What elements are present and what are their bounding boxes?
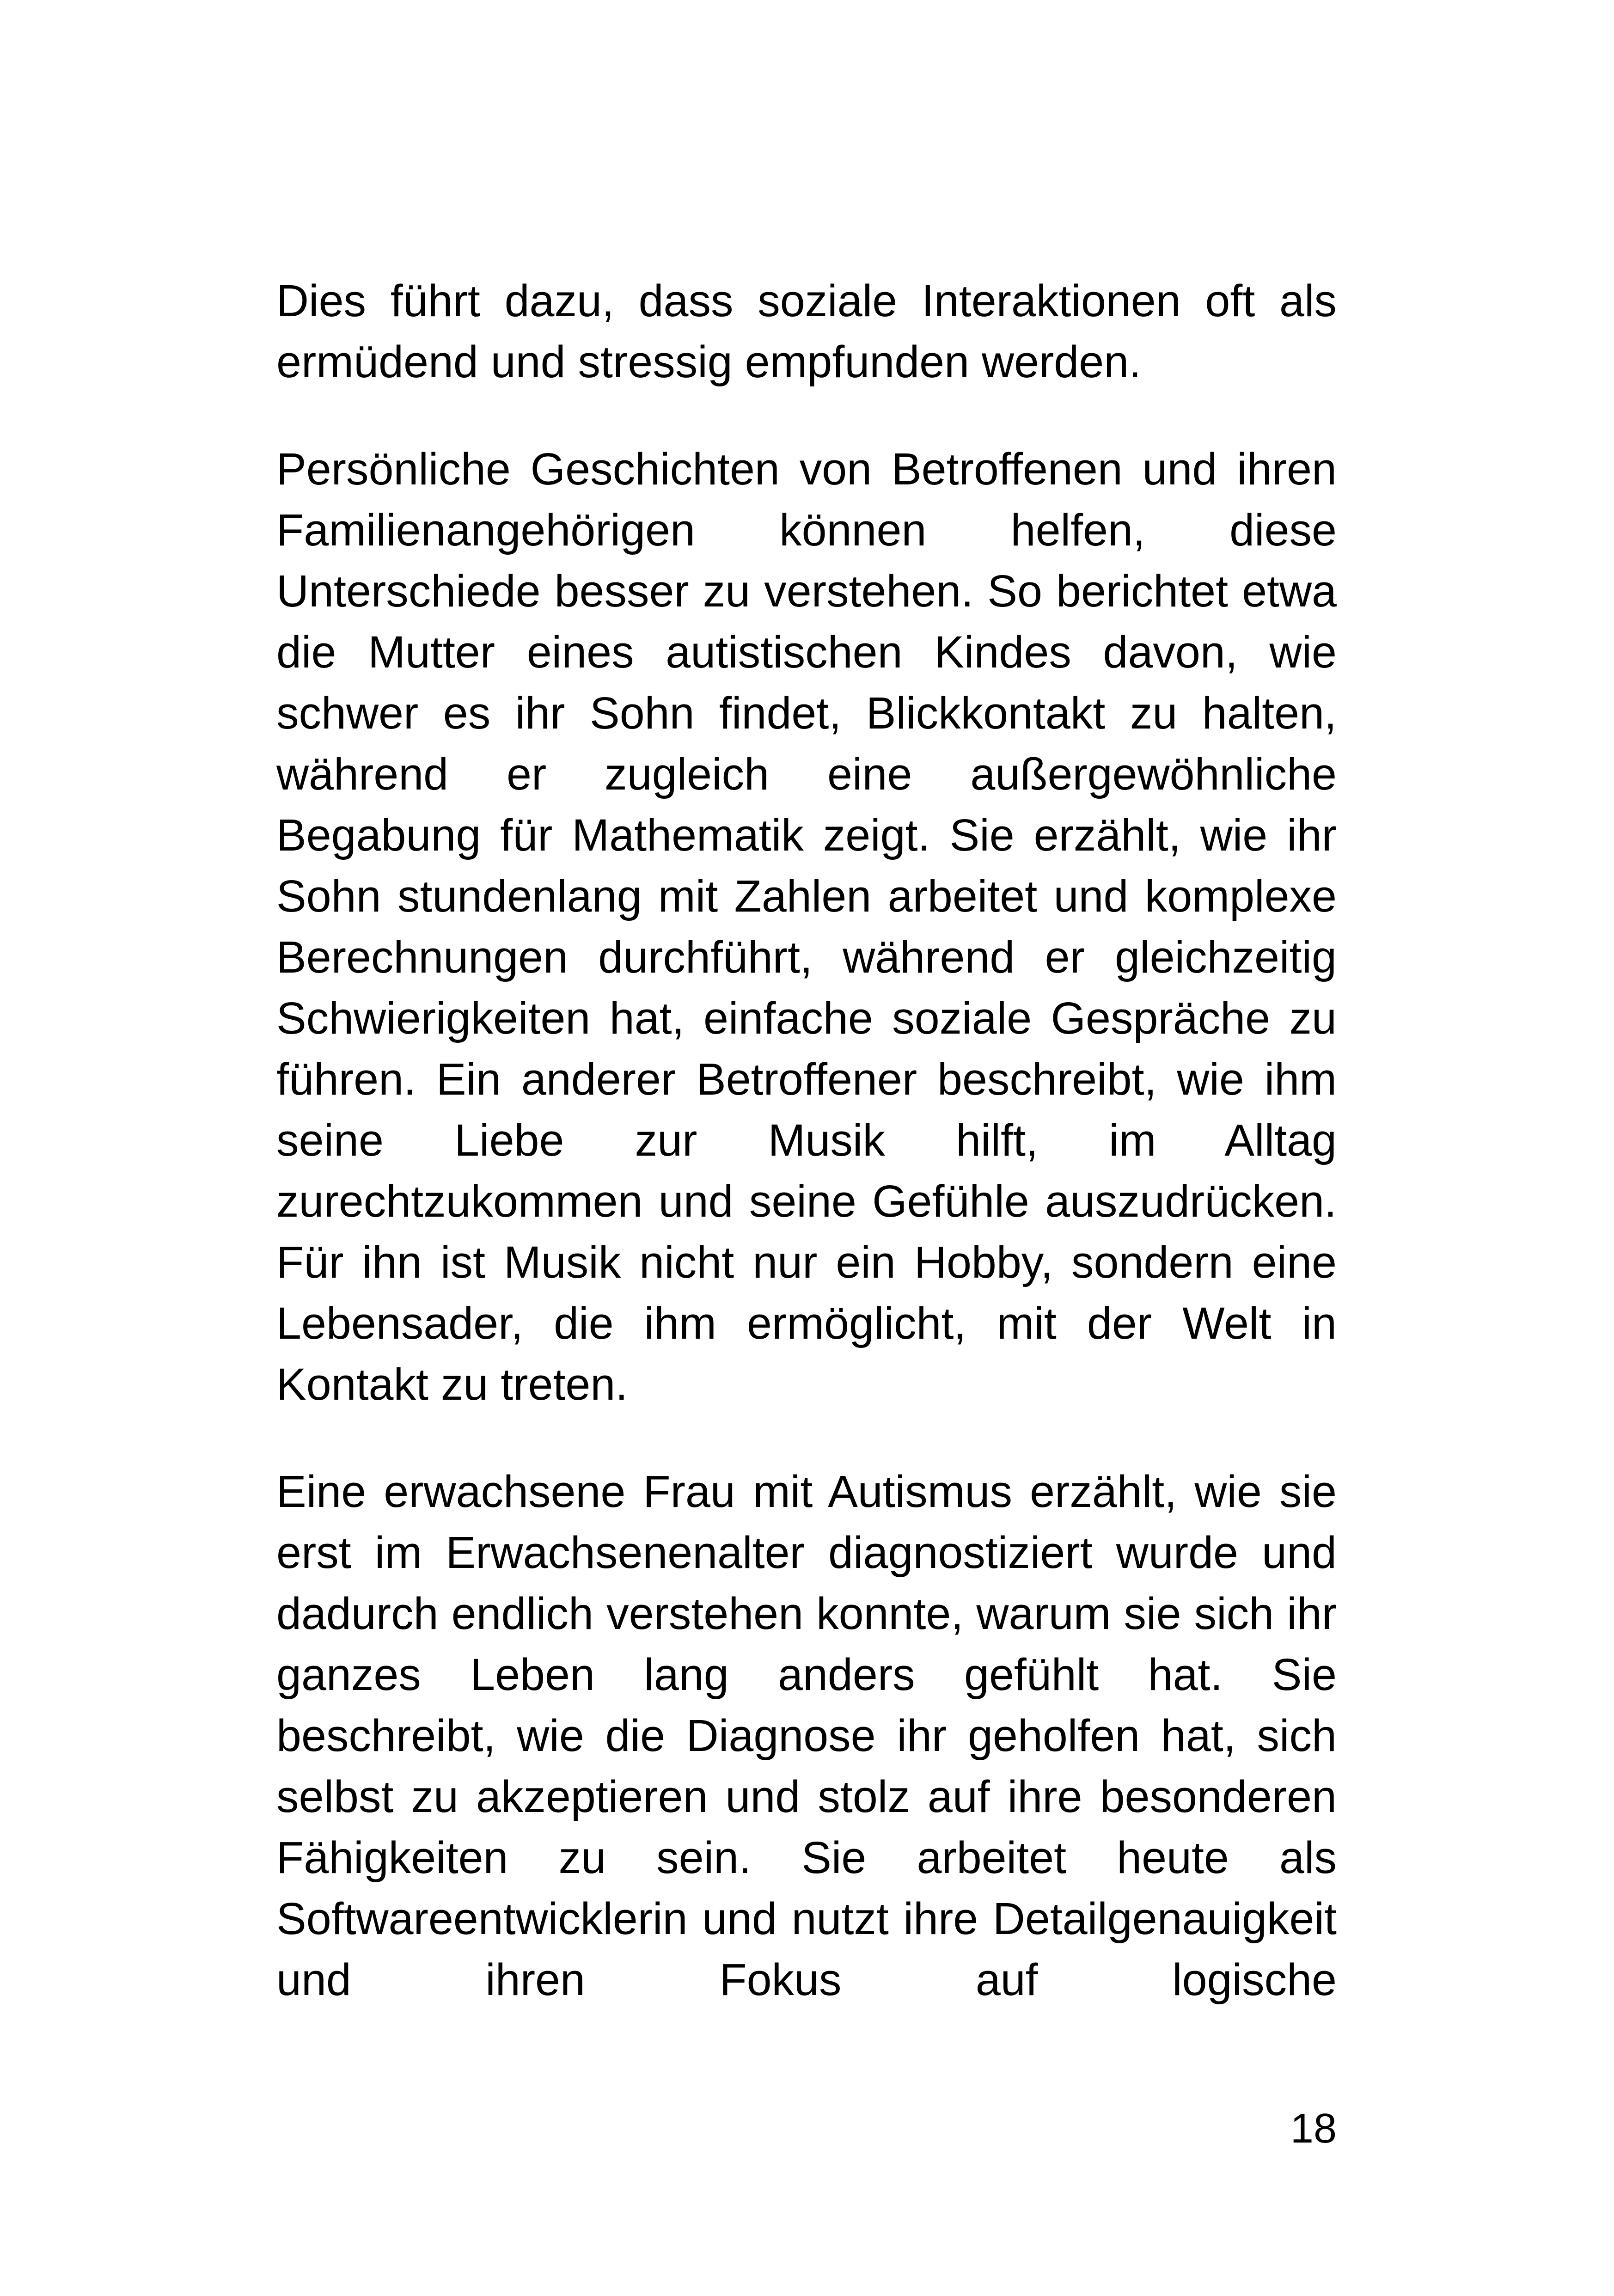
paragraph-3: Eine erwachsene Frau mit Autismus erzählt, wie sie erst im Erwachsenenalter diagnostiziert wurde und dadurch endlich verstehen konnte, warum sie sich ihr ganzes Leben lang anders gefühlt hat. Sie beschreibt, wie die Diagnose ihr geholfen hat, sich selbst zu akzeptieren und stolz auf ihre besonderen Fähigkeiten zu sein. Sie arbeitet heute als Softwareentwicklerin und nutzt ihre Detailgenauigkeit und ihren Fokus auf logische xyxy=(276,1466,1337,2005)
body-text xyxy=(276,270,1337,2010)
paragraph-2: Persönliche Geschichten von Betroffenen und ihren Familienangehörigen können helfen, diese Unterschiede besser zu verstehen. So berichtet etwa die Mutter eines autistischen Kindes davon, wie schwer es ihr Sohn findet, Blickkontakt zu halten, während er zugleich eine außergewöhnliche Begabung für Mathematik zeigt. Sie erzählt, wie ihr Sohn stundenlang mit Zahlen arbeitet und komplexe Berechnungen durchführt, während er gleichzeitig Schwierigkeiten hat, einfache soziale Gespräche zu führen. Ein anderer Betroffener beschreibt, wie ihm seine Liebe zur Musik hilft, im Alltag zurechtzukommen und seine Gefühle auszudrücken. Für ihn ist Musik nicht nur ein Hobby, sondern eine Lebensader, die ihm ermöglicht, mit der Welt in Kontakt zu treten. xyxy=(276,444,1337,1409)
page-number: 18 xyxy=(1290,2106,1337,2152)
paragraph-1: Dies führt dazu, dass soziale Interaktionen oft als ermüdend und stressig empfunden werden. xyxy=(276,276,1337,387)
